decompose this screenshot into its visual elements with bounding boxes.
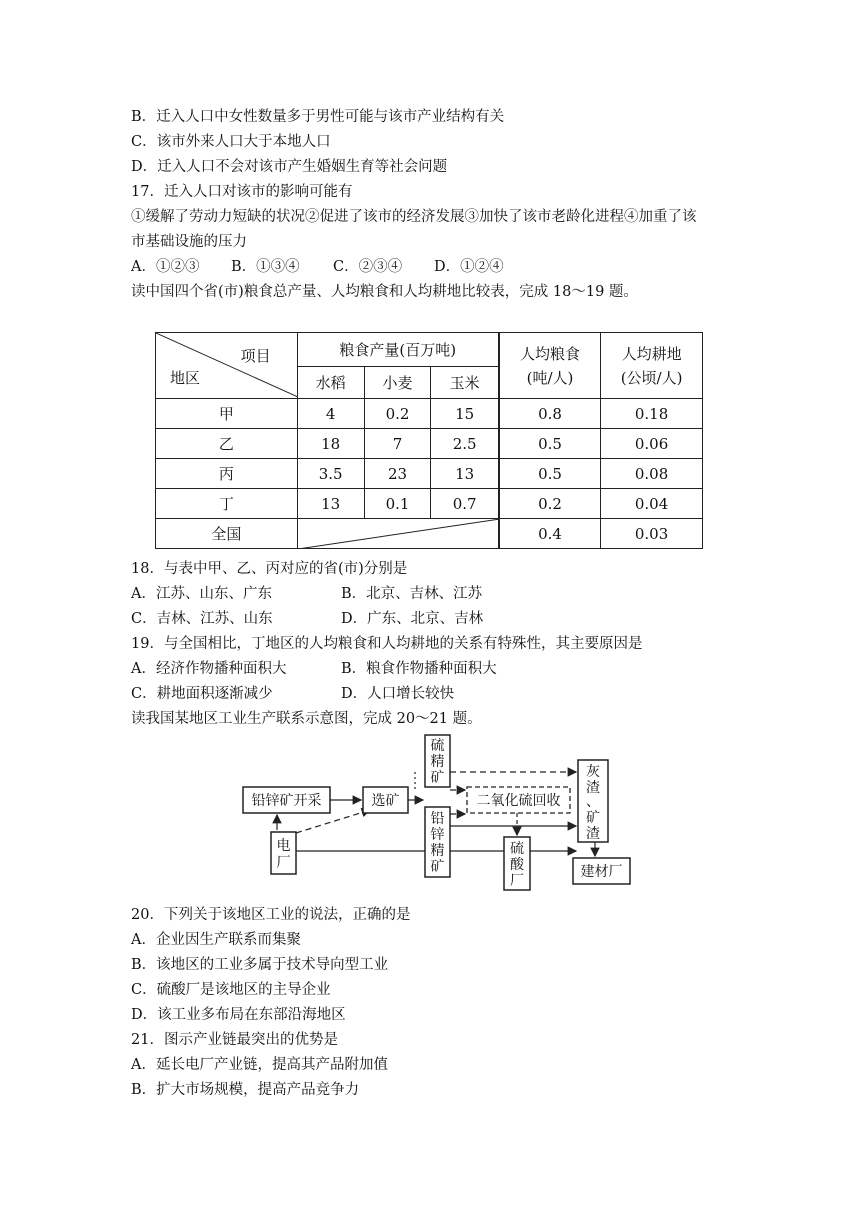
q16-option-c: C．该市外来人口大于本地人口 (131, 134, 331, 150)
wheat-cell: 7 (364, 429, 431, 459)
q19-option-d: D．人口增长较快 (341, 686, 455, 702)
rice-cell: 13 (297, 489, 364, 519)
header-per-land-label: 人均耕地 (621, 344, 682, 363)
label-ash-2: 渣 (586, 780, 600, 796)
q19-options-cd (131, 684, 454, 704)
q21-option-a: A．延长电厂产业链，提高其产品附加值 (131, 1057, 388, 1073)
corn-cell: 0.7 (431, 489, 499, 519)
table-row-national (156, 519, 703, 549)
label-ash-3: 、 (586, 794, 600, 810)
header-per-grain-unit: (吨/人) (526, 368, 574, 387)
q21-option-b: B．扩大市场规模，提高产品竞争力 (131, 1082, 360, 1098)
header-rice: 水稻 (297, 367, 364, 399)
per-grain-cell: 0.4 (499, 519, 601, 549)
wheat-cell: 0.1 (364, 489, 431, 519)
national-diagonal (298, 519, 500, 549)
header-per-grain-label: 人均粮食 (519, 344, 580, 363)
label-so2: 二氧化硫回收 (476, 793, 561, 809)
header-per-land (601, 333, 703, 399)
per-land-cell: 0.06 (601, 429, 703, 459)
table-corner-cell (156, 333, 298, 399)
q19-option-b: B．粮食作物播种面积大 (341, 661, 497, 677)
label-sulfur-1: 硫 (430, 738, 445, 754)
per-grain-cell: 0.5 (499, 459, 601, 489)
q17-items-line2: 市基础设施的压力 (131, 234, 247, 250)
wheat-cell: 23 (364, 459, 431, 489)
header-wheat: 小麦 (364, 367, 431, 399)
q19-options-ab (131, 659, 497, 679)
q17-options (131, 257, 504, 277)
box-so2-recovery (467, 787, 570, 813)
q18-option-d: D．广东、北京、吉林 (341, 611, 484, 627)
per-grain-cell: 0.2 (499, 489, 601, 519)
wheat-cell: 0.2 (364, 399, 431, 429)
q19-stem: 19．与全国相比，丁地区的人均粮食和人均耕地的关系有特殊性，其主要原因是 (131, 636, 643, 652)
label-ash-5: 渣 (586, 826, 600, 842)
label-sulfur-3: 矿 (430, 770, 445, 786)
label-power-1: 电 (276, 838, 291, 854)
q17-option-a: A．①②③ (131, 259, 200, 275)
q20-option-a: A．企业因生产联系而集聚 (131, 932, 301, 948)
table-row (156, 459, 703, 489)
national-empty-cell (297, 519, 499, 549)
header-region: 地区 (170, 369, 201, 387)
corn-cell: 13 (431, 459, 499, 489)
label-leadzinc-3: 精 (430, 843, 445, 859)
label-ash-1: 灰 (586, 764, 600, 780)
intro-20-21: 读我国某地区工业生产联系示意图，完成 20～21 题。 (131, 711, 482, 727)
label-leadzinc-1: 铅 (430, 811, 445, 827)
label-leadzinc-4: 矿 (430, 859, 445, 875)
rice-cell: 4 (297, 399, 364, 429)
q20-option-b: B．该地区的工业多属于技术导向型工业 (131, 957, 389, 973)
industry-flow-diagram (238, 730, 638, 895)
label-power-2: 厂 (276, 855, 291, 871)
per-land-cell: 0.03 (601, 519, 703, 549)
q16-option-d: D．迁入人口不会对该市产生婚姻生育等社会问题 (131, 159, 448, 175)
corn-cell: 2.5 (431, 429, 499, 459)
box-mining (243, 787, 330, 813)
intro-18-19: 读中国四个省(市)粮食总产量、人均粮食和人均耕地比较表，完成 18～19 题。 (131, 284, 638, 300)
label-acid-3: 厂 (510, 873, 524, 889)
table-row (156, 429, 703, 459)
region-cell: 丙 (156, 459, 298, 489)
per-grain-cell: 0.5 (499, 429, 601, 459)
table-row (156, 489, 703, 519)
q17-option-d: D．①②④ (434, 259, 504, 275)
header-item: 项目 (240, 347, 271, 365)
q19-option-c: C．耕地面积逐渐减少 (131, 686, 273, 702)
per-land-cell: 0.08 (601, 459, 703, 489)
header-corn: 玉米 (431, 367, 499, 399)
q17-option-b: B．①③④ (231, 259, 300, 275)
q18-option-a: A．江苏、山东、广东 (131, 586, 272, 602)
label-mining: 铅锌矿开采 (251, 793, 322, 809)
box-leadzinc-concentrate (425, 807, 450, 877)
per-land-cell: 0.04 (601, 489, 703, 519)
q18-options-cd (131, 609, 483, 629)
q19-option-a: A．经济作物播种面积大 (131, 661, 287, 677)
header-per-land-unit: (公顷/人) (620, 368, 683, 387)
label-dressing: 选矿 (371, 793, 400, 809)
label-building: 建材厂 (580, 864, 623, 880)
rice-cell: 18 (297, 429, 364, 459)
q16-option-b: B．迁入人口中女性数量多于男性可能与该市产业结构有关 (131, 109, 505, 125)
corn-cell: 15 (431, 399, 499, 429)
per-grain-cell: 0.8 (499, 399, 601, 429)
per-land-cell: 0.18 (601, 399, 703, 429)
region-cell: 丁 (156, 489, 298, 519)
label-acid-2: 酸 (510, 857, 524, 873)
box-dressing (363, 787, 408, 813)
q20-option-c: C．硫酸厂是该地区的主导企业 (131, 982, 331, 998)
box-ash-slag (578, 760, 608, 842)
q17-option-c: C．②③④ (333, 259, 403, 275)
q18-stem: 18．与表中甲、乙、丙对应的省(市)分别是 (131, 561, 408, 577)
label-ash-4: 矿 (586, 810, 600, 826)
box-power-plant (271, 832, 296, 874)
header-per-grain (499, 333, 601, 399)
label-sulfur-2: 精 (430, 754, 445, 770)
q18-option-b: B．北京、吉林、江苏 (341, 586, 483, 602)
header-output: 粮食产量(百万吨) (297, 333, 499, 367)
rice-cell: 3.5 (297, 459, 364, 489)
label-acid-1: 硫 (510, 841, 524, 857)
table-row (156, 399, 703, 429)
q20-option-d: D．该工业多布局在东部沿海地区 (131, 1007, 346, 1023)
region-cell: 乙 (156, 429, 298, 459)
box-sulfur-concentrate (425, 735, 450, 787)
region-cell: 甲 (156, 399, 298, 429)
grain-comparison-table (155, 332, 703, 549)
q18-options-ab (131, 584, 482, 604)
q20-stem: 20．下列关于该地区工业的说法，正确的是 (131, 907, 411, 923)
label-leadzinc-2: 锌 (430, 827, 445, 843)
q21-stem: 21．图示产业链最突出的优势是 (131, 1032, 338, 1048)
q17-items-line1: ①缓解了劳动力短缺的状况②促进了该市的经济发展③加快了该市老龄化进程④加重了该 (131, 209, 697, 225)
box-building-materials (573, 858, 630, 884)
q18-option-c: C．吉林、江苏、山东 (131, 611, 273, 627)
q17-stem: 17．迁入人口对该市的影响可能有 (131, 184, 353, 200)
box-sulfuric-acid-plant (504, 837, 530, 890)
region-cell: 全国 (156, 519, 298, 549)
